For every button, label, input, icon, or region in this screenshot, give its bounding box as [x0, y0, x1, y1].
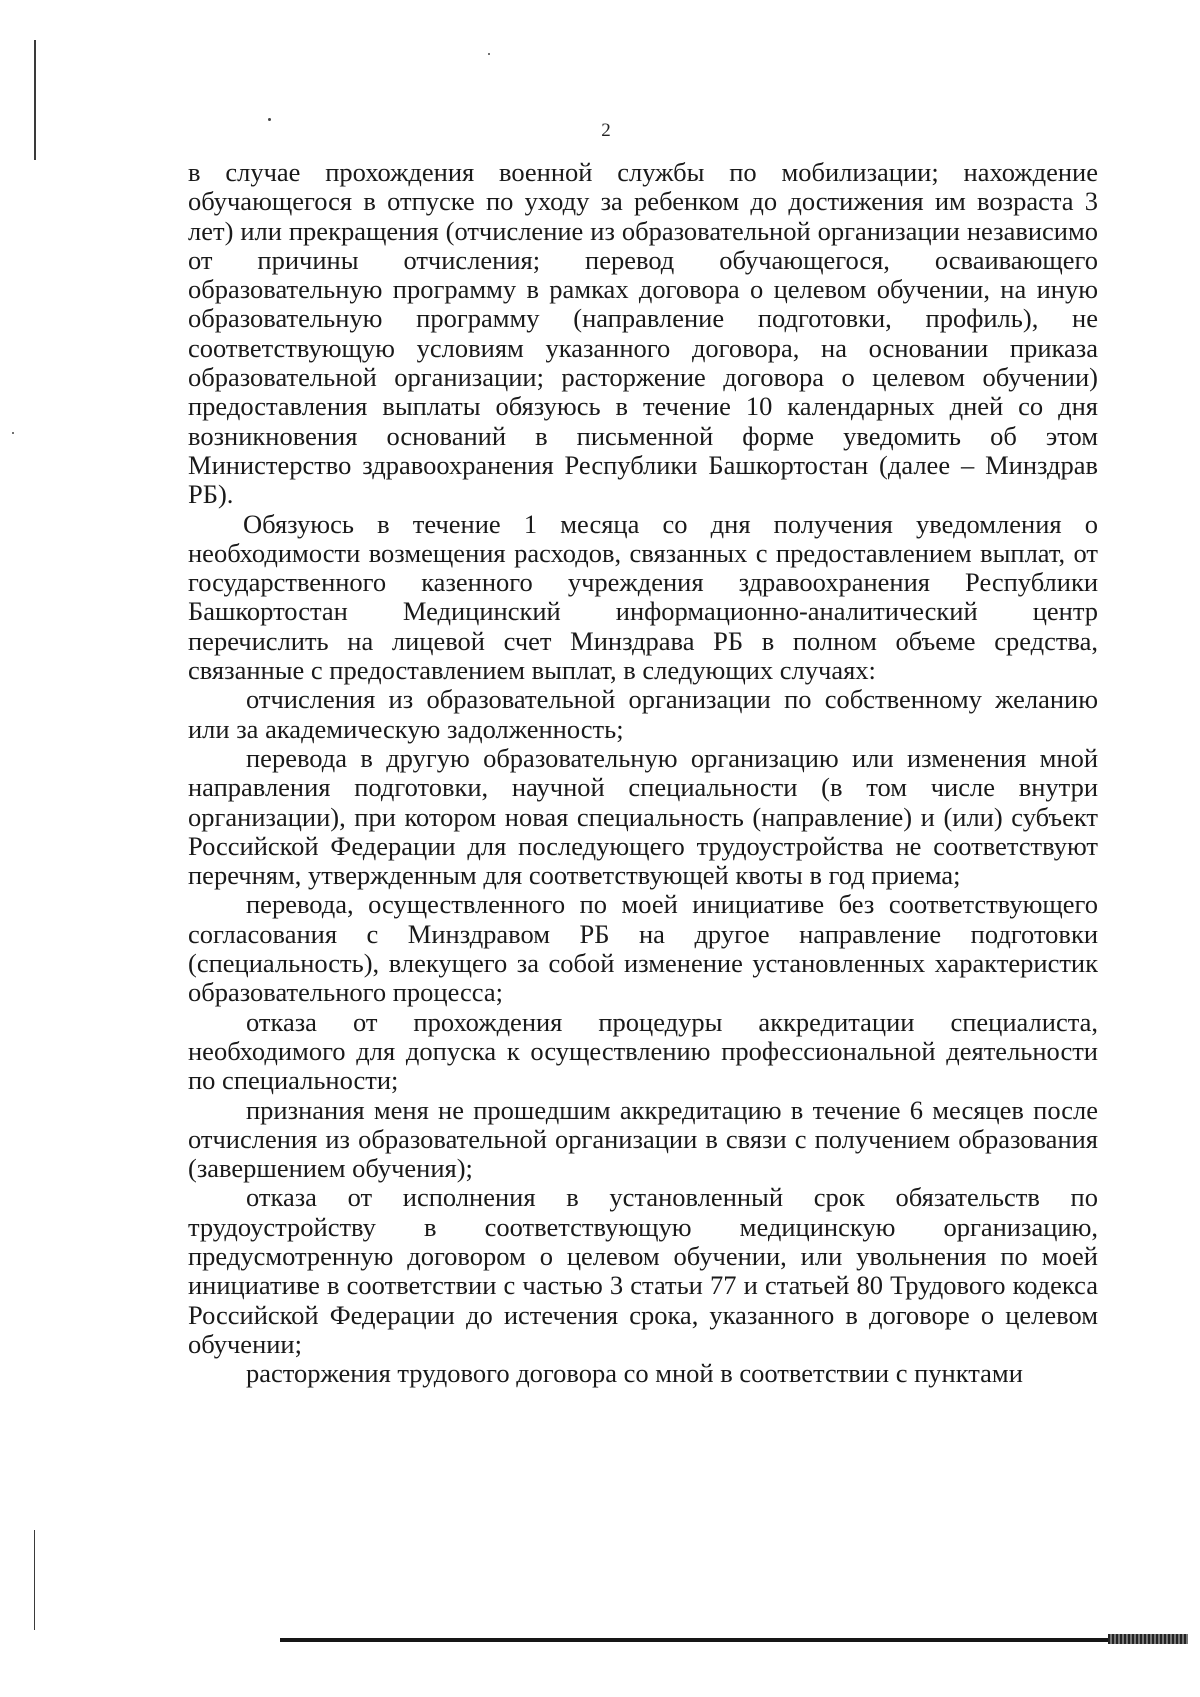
scan-bottom-edge-noise	[1108, 1634, 1188, 1644]
scan-speck	[488, 53, 490, 55]
list-item-transfer: перевода в другую образовательную организацию или изменения мной направления подготовки, научной специальности (в том числе внутри организации), при котором новая специальность (направление) и (или) субъект Российской Федерации для последующего трудоустройства не соответствуют перечням, утвержденным для соответствующей квоты в год приема;	[188, 742, 1098, 891]
list-item-accreditation-refusal: отказа от прохождения процедуры аккредитации специалиста, необходимого для допуска к осуществлению профессиональной деятельности по специальности;	[188, 1006, 1098, 1096]
list-item-contract-termination: расторжения трудового договора со мной в соответствии с пунктами	[246, 1358, 1023, 1389]
list-item-accreditation-failure: признания меня не прошедшим аккредитацию в течение 6 месяцев после отчисления из образовательной организации в связи с получением образования (завершением обучения);	[188, 1094, 1098, 1184]
paragraph-continuation: в случае прохождения военной службы по мобилизации; нахождение обучающегося в отпуске по уходу за ребенком до достижения им возраста 3 лет) или прекращения (отчисление из образовательной организации независимо от причины отчисления; перевод обучающегося, осваивающего образовательную программу в рамках договора о целевом обучении, на иную образовательную программу (направление подготовки, профиль), не соответствующую условиям указанного договора, на основании приказа образовательной организации; расторжение договора о целевом обучении) предоставления выплаты обязуюсь в течение 10 календарных дней со дня возникновения оснований в письменной форме уведомить об этом Министерство здравоохранения Республики Башкортостан (далее – Минздрав РБ).	[188, 157, 1098, 510]
scan-edge-line	[34, 40, 36, 160]
document-body	[188, 158, 1098, 1388]
paragraph-obligation: Обязуюсь в течение 1 месяца со дня получения уведомления о необходимости возмещения расходов, связанных с предоставлением выплат, от государственного казенного учреждения здравоохранения Республики Башкортостан Медицинский информационно-аналитический центр перечислить на лицевой счет Минздрава РБ в полном объеме средства, связанные с предоставлением выплат, в следующих случаях:	[188, 508, 1098, 686]
list-item-employment-refusal: отказа от исполнения в установленный срок обязательств по трудоустройству в соответствующую медицинскую организацию, предусмотренную договором о целевом обучении, или увольнения по моей инициативе в соответствии с частью 3 статьи 77 и статьей 80 Трудового кодекса Российской Федерации до истечения срока, указанного в договоре о целевом обучении;	[188, 1182, 1098, 1359]
scan-bottom-edge	[280, 1638, 1188, 1642]
scan-edge-line	[34, 1530, 35, 1630]
list-item-transfer-own-initiative: перевода, осуществленного по моей инициативе без соответствующего согласования с Минздравом РБ на другое направление подготовки (специальность), влекущего за собой изменение установленных характеристик образовательного процесса;	[188, 889, 1098, 1008]
page-number: 2	[601, 120, 611, 141]
scan-speck	[12, 432, 14, 434]
list-item-expulsion: отчисления из образовательной организации по собственному желанию или за академическую задолженность;	[188, 684, 1098, 744]
